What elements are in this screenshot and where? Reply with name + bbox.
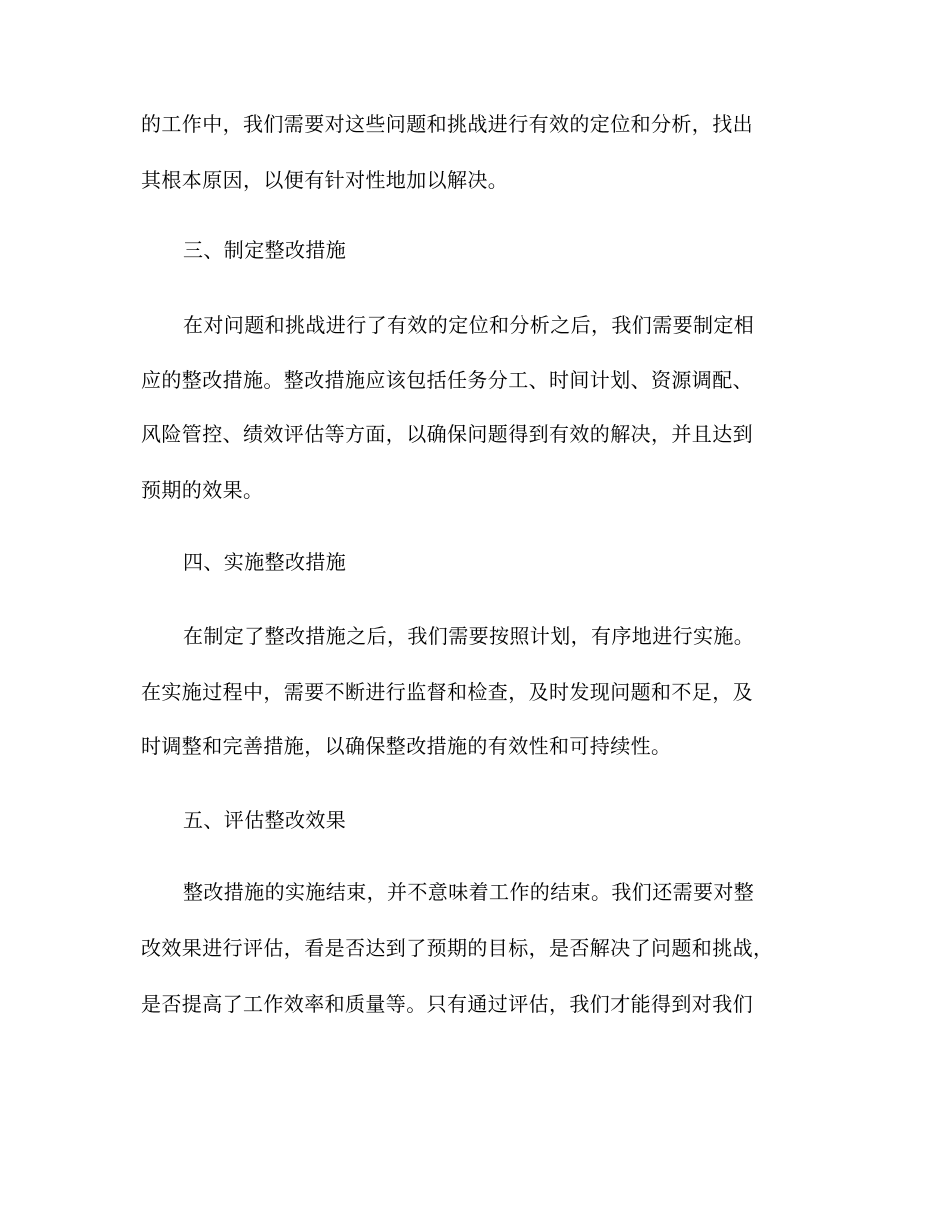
text-line: 其根本原因，以便有针对性地加以解决。 (141, 168, 509, 192)
text-line: 改效果进行评估，看是否达到了预期的目标，是否解决了问题和挑战， (141, 936, 774, 960)
text-line: 预期的效果。 (141, 478, 264, 502)
text-line: 在对问题和挑战进行了有效的定位和分析之后，我们需要制定相 (183, 313, 755, 337)
text-line: 是否提高了工作效率和质量等。只有通过评估，我们才能得到对我们 (141, 992, 753, 1016)
text-line: 在实施过程中，需要不断进行监督和检查，及时发现问题和不足，及 (141, 680, 753, 704)
text-line: 应的整改措施。整改措施应该包括任务分工、时间计划、资源调配、 (141, 368, 753, 392)
section-heading: 四、实施整改措施 (183, 550, 347, 574)
text-line: 风险管控、绩效评估等方面，以确保问题得到有效的解决，并且达到 (141, 422, 753, 446)
section-heading: 五、评估整改效果 (183, 808, 347, 832)
text-line: 的工作中，我们需要对这些问题和挑战进行有效的定位和分析，找出 (141, 112, 753, 136)
text-line: 在制定了整改措施之后，我们需要按照计划，有序地进行实施。 (183, 624, 755, 648)
text-line: 整改措施的实施结束，并不意味着工作的结束。我们还需要对整 (183, 880, 755, 904)
section-heading: 三、制定整改措施 (183, 238, 347, 262)
text-line: 时调整和完善措施，以确保整改措施的有效性和可持续性。 (141, 734, 672, 758)
